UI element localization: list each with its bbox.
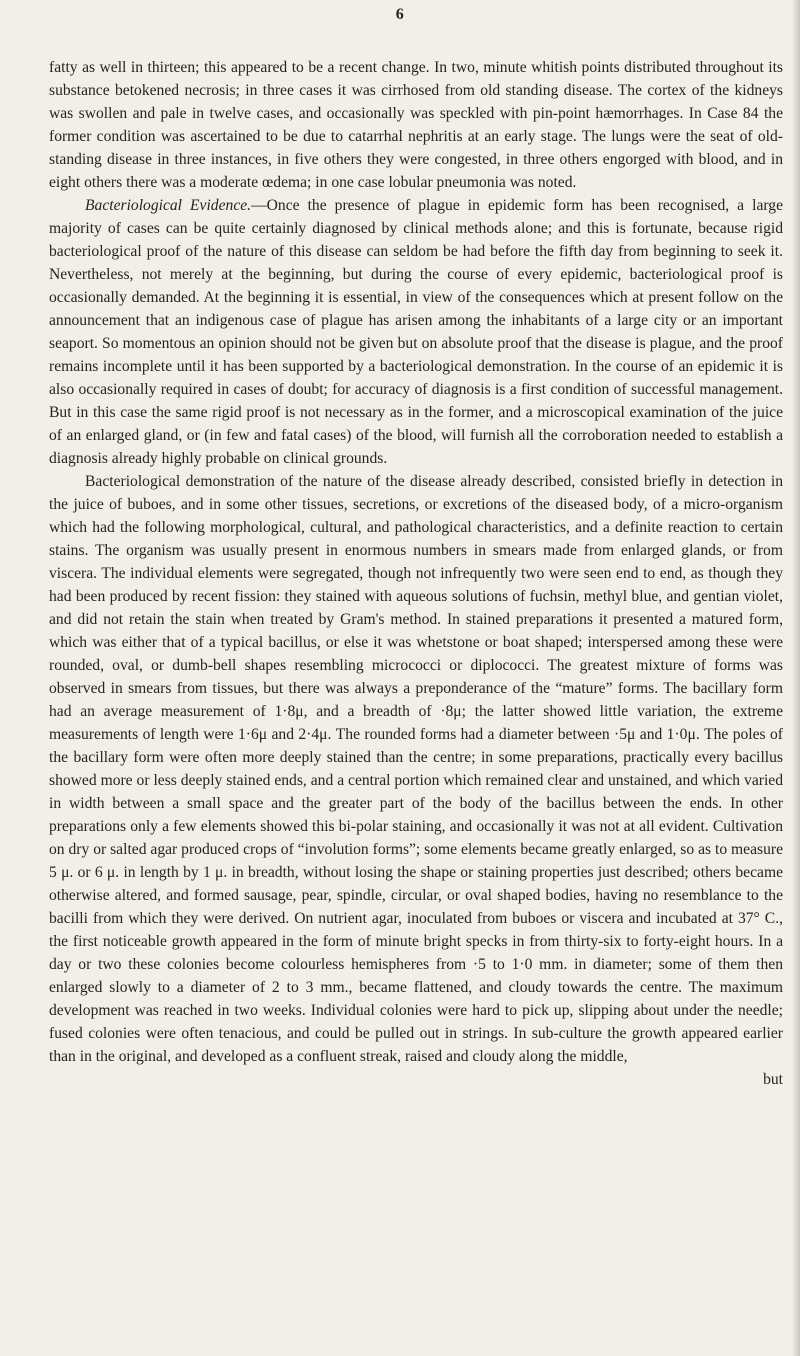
page-edge-shadow <box>792 0 800 1356</box>
page-number: 6 <box>395 6 405 23</box>
paragraph-3: Bacteriological demonstration of the nature of the disease already described, consisted briefly in detection in the juice of buboes, and in some other tissues, secretions, or excretions of the diseased body, of a micro-organism which had the following morphological, cultural, and pathological characteristics, and a definite reaction to certain stains. The organism was usually present in enormous numbers in smears made from enlarged glands, or from viscera. The individual elements were segregated, though not infrequently two were seen end to end, as though they had been produced by recent fission: they stained with aqueous solutions of fuchsin, methyl blue, and gentian violet, and did not retain the stain when treated by Gram's method. In stained preparations it presented a matured form, which was either that of a typical bacillus, or else it was whetstone or boat shaped; interspersed among these were rounded, oval, or dumb-bell shapes resembling micrococci or diplococci. The greatest mixture of forms was observed in smears from tissues, but there was always a preponderance of the “mature” forms. The bacillary form had an average measurement of 1·8μ, and a breadth of ·8μ; the latter showed little variation, the extreme measurements of length were 1·6μ and 2·4μ. The rounded forms had a diameter between ·5μ and 1·0μ. The poles of the bacillary form were often more deeply stained than the centre; in some preparations, practically every bacillus showed more or less deeply stained ends, and a central portion which remained clear and unstained, and which varied in width between a small space and the greater part of the body of the bacillus between the ends. In other preparations only a few elements showed this bi-polar staining, and occasionally it was not at all evident. Cultivation on dry or salted agar produced crops of “involution forms”; some elements became greatly enlarged, so as to measure 5 μ. or 6 μ. in length by 1 μ. in breadth, without losing the shape or staining properties just described; others became otherwise altered, and formed sausage, pear, spindle, circular, or oval shaped bodies, having no resemblance to the bacilli from which they were derived. On nutrient agar, inoculated from buboes or viscera and incubated at 37° C., the first noticeable growth appeared in the form of minute bright specks in from thirty-six to forty-eight hours. In a day or two these colonies become colourless hemispheres from ·5 to 1·0 mm. in diameter; some of them then enlarged slowly to a diameter of 2 to 3 mm., became flattened, and cloudy towards the centre. The maximum development was reached in two weeks. Individual colonies were hard to pick up, slipping about under the needle; fused colonies were often tenacious, and could be pulled out in strings. In sub-culture the growth appeared earlier than in the original, and developed as a confluent streak, raised and cloudy along the middle, <box>49 473 783 1065</box>
paragraph-1: fatty as well in thirteen; this appeared to be a recent change. In two, minute whitish points distributed throughout its substance betokened necrosis; in three cases it was cirrhosed from old standing disease. The cortex of the kidneys was swollen and pale in twelve cases, and occasionally was speckled with pin-point hæmorrhages. In Case 84 the former condition was ascertained to be due to catarrhal nephritis at an early stage. The lungs were the seat of old-standing disease in three instances, in five others they were congested, in three others engorged with blood, and in eight others there was a moderate œdema; in one case lobular pneumonia was noted. <box>49 59 783 191</box>
catchword: but <box>763 1071 783 1088</box>
paragraph-2-text: —Once the presence of plague in epidemic form has been recognised, a large majority of cases can be quite certainly diagnosed by clinical methods alone; and this is fortunate, because rigid bacteriological proof of the nature of this disease can seldom be had before the fifth day from beginning to seek it. Nevertheless, not merely at the beginning, but during the course of every epidemic, bacteriological proof is occasionally demanded. At the beginning it is essential, in view of the consequences which at present follow on the announcement that an indigenous case of plague has arisen among the inhabitants of a large city or an important seaport. So momentous an opinion should not be given but on absolute proof that the disease is plague, and the proof remains incomplete until it has been supported by a bacteriological demonstration. In the course of an epidemic it is also occasionally required in cases of doubt; for accuracy of diagnosis is a first condition of successful management. But in this case the same rigid proof is not necessary as in the former, and a microscopical examination of the juice of an enlarged gland, or (in few and fatal cases) of the blood, will furnish all the corroboration needed to establish a diagnosis already highly probable on clinical grounds. <box>49 197 783 467</box>
section-heading-bacteriological-evidence: Bacteriological Evidence. <box>85 197 252 214</box>
body-text <box>49 56 783 1091</box>
paragraph-2 <box>49 194 783 470</box>
